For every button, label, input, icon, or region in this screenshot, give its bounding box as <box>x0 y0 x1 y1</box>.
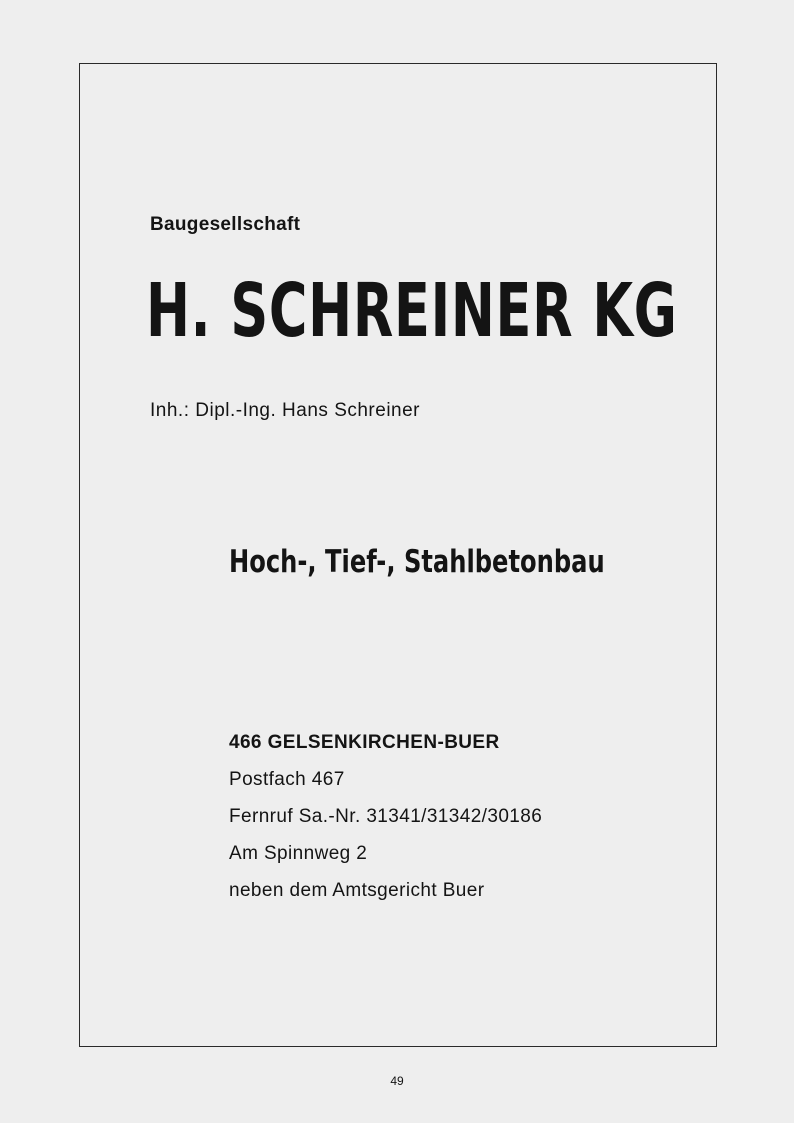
address-po-box: Postfach 467 <box>229 769 345 790</box>
address-street: Am Spinnweg 2 <box>229 843 368 864</box>
page-number: 49 <box>390 1074 404 1088</box>
address-note: neben dem Amtsgericht Buer <box>229 880 485 901</box>
address-phone: Fernruf Sa.-Nr. 31341/31342/30186 <box>229 806 543 827</box>
company-tagline: Baugesellschaft <box>150 214 301 235</box>
services-line: Hoch-, Tief-, Stahlbetonbau <box>229 544 605 580</box>
owner-line: Inh.: Dipl.-Ing. Hans Schreiner <box>150 400 421 421</box>
address-block <box>229 724 542 909</box>
address-city: 466 GELSENKIRCHEN-BUER <box>229 732 500 753</box>
company-name: H. SCHREINER KG <box>146 268 678 354</box>
